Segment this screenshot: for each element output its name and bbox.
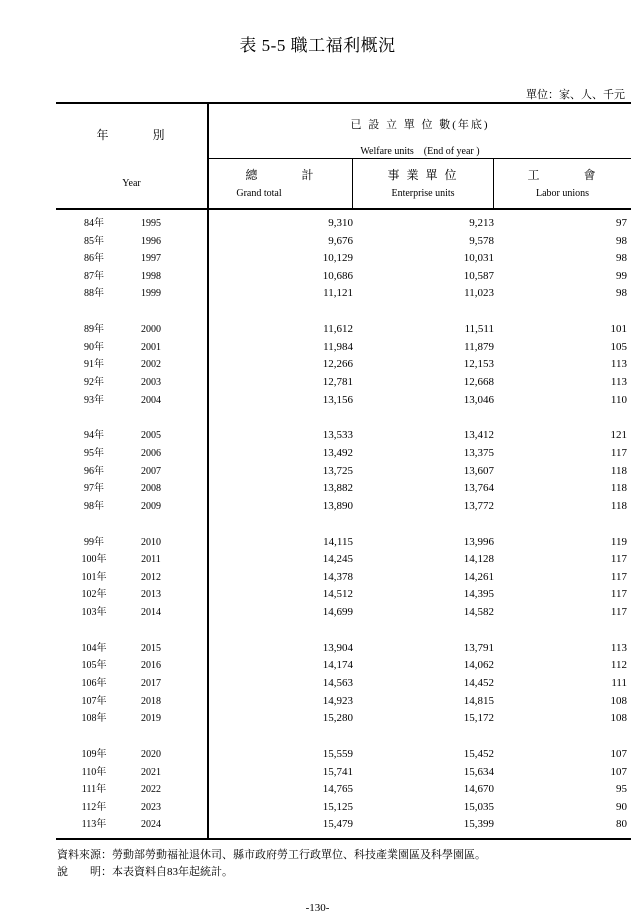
total-cell: 14,563 [322, 677, 353, 689]
enterprise-header-zh: 事 業 單 位 [387, 168, 459, 182]
total-cell: 13,156 [322, 393, 353, 406]
roc-year-cell: 96年 [84, 465, 104, 477]
ad-year-cell: 1999 [141, 288, 161, 300]
bottom-rule [56, 838, 631, 840]
roc-year-cell: 99年 [84, 536, 104, 548]
ad-year-cell: 1996 [141, 235, 161, 247]
remark-text: 本表資料自83年起統計。 [112, 866, 233, 878]
total-cell: 13,533 [322, 429, 353, 442]
roc-year-cell: 110年 [81, 766, 107, 778]
total-cell: 13,492 [322, 447, 353, 459]
enterprise-cell: 9,213 [469, 217, 494, 229]
total-header-en: Grand total [236, 188, 282, 199]
enterprise-cell: 13,996 [463, 535, 494, 548]
notes [57, 847, 486, 881]
table-row [56, 816, 631, 834]
ad-year-cell: 2023 [141, 801, 161, 813]
roc-year-cell: 103年 [81, 607, 107, 618]
total-cell: 15,125 [322, 800, 353, 813]
labor-cell: 99 [616, 269, 627, 282]
table-row [56, 640, 631, 658]
table-row [56, 392, 631, 410]
table-row [56, 285, 631, 303]
ad-year-cell: 2015 [141, 642, 161, 654]
enterprise-cell: 13,791 [463, 641, 494, 654]
table-row [56, 710, 631, 728]
labor-cell: 98 [616, 287, 627, 300]
labor-cell: 98 [616, 234, 627, 247]
enterprise-cell: 15,035 [463, 800, 494, 813]
labor-cell: 113 [610, 358, 627, 371]
ad-year-cell: 2018 [141, 695, 161, 707]
enterprise-cell: 13,412 [463, 429, 494, 442]
labor-cell: 111 [611, 677, 627, 689]
enterprise-cell: 11,023 [464, 287, 494, 300]
ad-year-cell: 2010 [141, 536, 161, 548]
total-cell: 9,676 [328, 234, 353, 247]
year-header-zh: 年 別 [96, 128, 167, 142]
roc-year-cell: 92年 [84, 377, 104, 388]
ad-year-cell: 2005 [141, 430, 161, 442]
roc-year-cell: 106年 [81, 678, 107, 689]
table-row [56, 356, 631, 374]
enterprise-cell: 14,128 [463, 553, 494, 566]
enterprise-cell: 13,764 [463, 482, 494, 495]
roc-year-cell: 112年 [81, 801, 107, 813]
enterprise-cell: 9,578 [469, 234, 494, 247]
enterprise-header-en: Enterprise units [391, 188, 455, 199]
ad-year-cell: 2014 [141, 607, 161, 618]
roc-year-cell: 95年 [84, 448, 104, 459]
table-row [56, 374, 631, 392]
labor-cell: 118 [610, 464, 627, 477]
table-row [56, 215, 631, 233]
table-row [56, 657, 631, 675]
remark-note [57, 864, 486, 881]
roc-year-cell: 108年 [81, 713, 107, 725]
ad-year-cell: 2021 [141, 766, 161, 778]
ad-year-cell: 1995 [141, 218, 161, 229]
total-cell: 14,115 [323, 535, 353, 548]
ad-year-cell: 2022 [141, 784, 161, 796]
ad-year-cell: 2008 [141, 483, 161, 495]
table-row [56, 498, 631, 516]
welfare-table [56, 102, 631, 840]
enterprise-cell: 13,046 [463, 393, 494, 406]
labor-cell: 110 [610, 393, 627, 406]
ad-year-cell: 2017 [141, 678, 161, 689]
roc-year-cell: 113年 [81, 819, 107, 831]
labor-header-en: Labor unions [535, 188, 590, 199]
ad-year-cell: 2013 [141, 589, 161, 601]
total-cell: 9,310 [328, 217, 353, 229]
ad-year-cell: 2012 [141, 571, 161, 583]
labor-cell: 118 [610, 482, 627, 495]
total-cell: 15,559 [322, 748, 353, 760]
total-header-zh: 總 計 [245, 168, 316, 182]
ad-year-cell: 2000 [141, 324, 161, 336]
ad-year-cell: 2016 [141, 660, 161, 672]
roc-year-cell: 111年 [81, 784, 107, 796]
labor-cell: 112 [610, 659, 627, 672]
page-title: 表 5-5 職工福利概況 [239, 36, 396, 55]
labor-cell: 117 [610, 447, 627, 459]
source-text: 勞動部勞動福祉退休司、縣市政府勞工行政單位、科技產業園區及科學園區。 [112, 849, 486, 861]
labor-cell: 105 [610, 340, 627, 353]
ad-year-cell: 2020 [141, 749, 161, 760]
ad-year-cell: 1997 [141, 253, 161, 265]
total-cell: 14,512 [322, 588, 353, 601]
labor-cell: 113 [610, 376, 627, 388]
total-cell: 14,699 [322, 606, 353, 618]
roc-year-cell: 107年 [81, 695, 107, 707]
table-row [56, 675, 631, 693]
roc-year-cell: 90年 [84, 341, 104, 353]
total-cell: 10,129 [322, 252, 353, 265]
enterprise-cell: 14,261 [463, 570, 494, 583]
roc-year-cell: 87年 [84, 270, 104, 282]
ad-year-cell: 2019 [141, 713, 161, 725]
group-header-zh: 已 設 立 單 位 數(年底) [350, 119, 490, 131]
unit-label: 單位：家、人、千元 [526, 89, 625, 101]
labor-cell: 108 [610, 694, 627, 707]
table-row [56, 604, 631, 622]
total-cell: 14,923 [322, 694, 353, 707]
total-cell: 13,882 [322, 482, 353, 495]
labor-cell: 117 [610, 553, 627, 566]
labor-header-zh: 工 會 [527, 168, 598, 182]
labor-cell: 95 [616, 783, 627, 796]
roc-year-cell: 109年 [81, 749, 107, 760]
roc-year-cell: 104年 [81, 642, 107, 654]
ad-year-cell: 2009 [141, 500, 161, 512]
table-row [56, 781, 631, 799]
roc-year-cell: 89年 [84, 324, 104, 336]
year-header-en: Year [122, 178, 141, 189]
total-cell: 11,984 [323, 340, 353, 353]
enterprise-cell: 14,395 [463, 588, 494, 601]
enterprise-cell: 10,031 [463, 252, 494, 265]
ad-year-cell: 2024 [141, 819, 161, 831]
roc-year-cell: 94年 [84, 430, 104, 442]
table-row [56, 764, 631, 782]
total-cell: 10,686 [322, 269, 353, 282]
enterprise-cell: 15,172 [463, 712, 494, 725]
table-row [56, 480, 631, 498]
roc-year-cell: 97年 [84, 483, 104, 495]
enterprise-cell: 11,879 [464, 340, 494, 353]
total-cell: 14,174 [322, 659, 353, 672]
roc-year-cell: 88年 [84, 288, 104, 300]
table-row [56, 250, 631, 268]
table-row [56, 569, 631, 587]
enterprise-cell: 14,815 [463, 694, 494, 707]
labor-cell: 119 [610, 535, 627, 548]
enterprise-cell: 12,153 [463, 358, 494, 371]
table-row [56, 534, 631, 552]
total-cell: 12,781 [322, 376, 353, 388]
labor-cell: 117 [610, 570, 627, 583]
roc-year-cell: 85年 [84, 235, 104, 247]
enterprise-cell: 13,607 [463, 464, 494, 477]
roc-year-cell: 100年 [81, 554, 107, 566]
roc-year-cell: 84年 [84, 218, 104, 229]
ad-year-cell: 2003 [141, 377, 161, 388]
total-cell: 11,612 [323, 323, 353, 336]
table-row [56, 445, 631, 463]
roc-year-cell: 105年 [81, 660, 107, 672]
roc-year-cell: 102年 [81, 589, 107, 601]
enterprise-cell: 14,582 [463, 606, 494, 618]
ad-year-cell: 2006 [141, 448, 161, 459]
labor-cell: 121 [610, 429, 627, 442]
ad-year-cell: 2004 [141, 394, 161, 406]
table-row [56, 551, 631, 569]
labor-cell: 117 [610, 606, 627, 618]
total-cell: 15,280 [322, 712, 353, 725]
labor-cell: 90 [616, 800, 627, 813]
labor-cell: 98 [616, 252, 627, 265]
labor-cell: 101 [610, 323, 627, 336]
labor-cell: 107 [610, 748, 627, 760]
table-row [56, 339, 631, 357]
labor-cell: 117 [610, 588, 627, 601]
ad-year-cell: 2002 [141, 359, 161, 371]
total-cell: 15,479 [322, 818, 353, 831]
enterprise-cell: 14,452 [463, 677, 494, 689]
table-row [56, 268, 631, 286]
total-cell: 13,890 [322, 499, 353, 512]
labor-cell: 97 [616, 217, 627, 229]
enterprise-cell: 14,670 [463, 783, 494, 796]
table-row [56, 693, 631, 711]
enterprise-cell: 12,668 [463, 376, 494, 388]
header-bottom-rule [56, 208, 631, 210]
top-rule [56, 102, 631, 104]
total-cell: 15,741 [322, 765, 353, 778]
ad-year-cell: 2007 [141, 465, 161, 477]
table-row [56, 233, 631, 251]
source-note [57, 847, 486, 864]
total-cell: 14,245 [322, 553, 353, 566]
table-row [56, 746, 631, 764]
enterprise-cell: 14,062 [463, 659, 494, 672]
roc-year-cell: 101年 [81, 571, 107, 583]
roc-year-cell: 93年 [84, 394, 104, 406]
labor-cell: 107 [610, 765, 627, 778]
table-row [56, 321, 631, 339]
roc-year-cell: 86年 [84, 253, 104, 265]
table-row [56, 586, 631, 604]
table-row [56, 463, 631, 481]
ad-year-cell: 2001 [141, 341, 161, 353]
enterprise-cell: 13,772 [463, 499, 494, 512]
table-row [56, 799, 631, 817]
remark-label: 說 明： [57, 866, 112, 878]
total-cell: 12,266 [322, 358, 353, 371]
enterprise-cell: 11,511 [464, 323, 494, 336]
enterprise-cell: 15,399 [463, 818, 494, 831]
group-header-en: Welfare units (End of year ) [360, 146, 480, 157]
total-cell: 13,725 [322, 464, 353, 477]
enterprise-cell: 10,587 [463, 269, 494, 282]
ad-year-cell: 1998 [141, 270, 161, 282]
roc-year-cell: 91年 [84, 359, 104, 371]
labor-cell: 118 [610, 499, 627, 512]
labor-cell: 108 [610, 712, 627, 725]
roc-year-cell: 98年 [84, 500, 104, 512]
enterprise-cell: 13,375 [463, 447, 494, 459]
page-number: -130- [305, 902, 330, 914]
total-cell: 14,765 [322, 783, 353, 796]
labor-cell: 113 [610, 641, 627, 654]
table-row [56, 427, 631, 445]
total-cell: 13,904 [322, 641, 353, 654]
source-label: 資料來源： [57, 849, 112, 861]
enterprise-cell: 15,452 [463, 748, 494, 760]
group-header-rule [209, 158, 631, 159]
enterprise-cell: 15,634 [463, 765, 494, 778]
labor-cell: 80 [616, 818, 627, 831]
total-cell: 11,121 [323, 287, 353, 300]
total-cell: 14,378 [322, 570, 353, 583]
ad-year-cell: 2011 [141, 554, 161, 566]
